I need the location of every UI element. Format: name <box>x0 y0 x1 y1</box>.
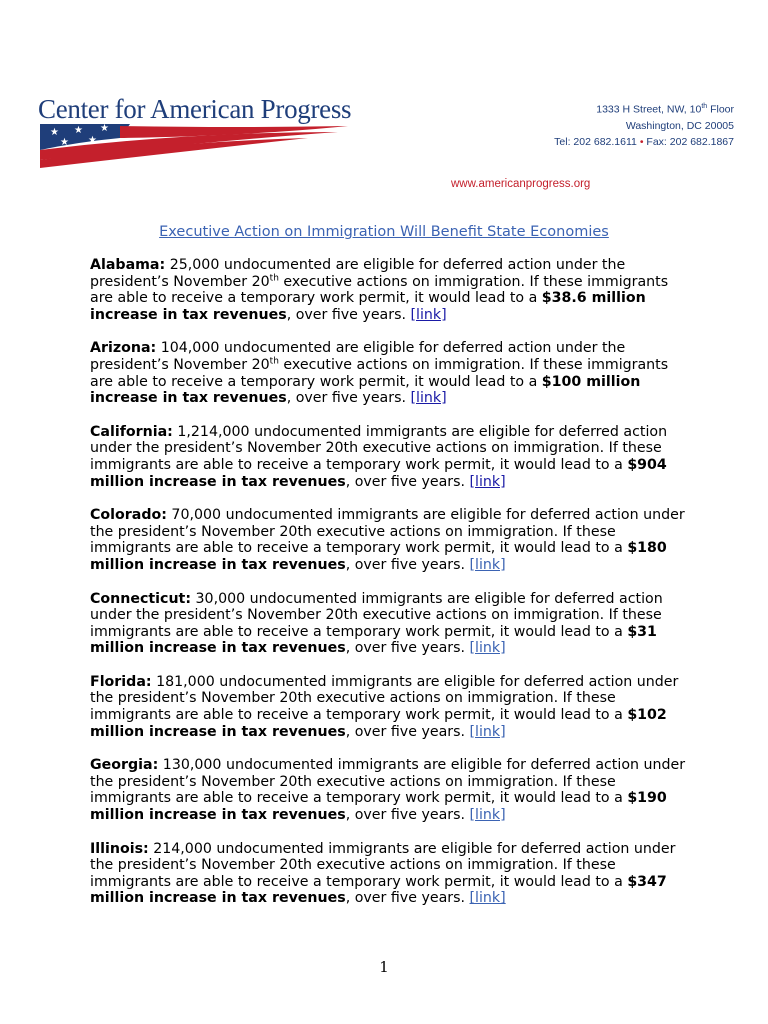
address-line-1: 1333 H Street, NW, 10th Floor <box>596 103 734 116</box>
tel: Tel: 202 682.1611 <box>554 135 637 148</box>
svg-text:★: ★ <box>50 127 59 138</box>
entry-illinois: Illinois: 214,000 undocumented immigrants are eligible for deferred action under the president’s November 20th executive actions on immigration. If these immigrants are able to receive a temporary work permit, it would lead to a $347 million increase in tax revenues, over five years. [link] <box>90 840 676 907</box>
contact-line <box>554 134 734 150</box>
state-name: Georgia: <box>90 757 159 774</box>
document-title: Executive Action on Immigration Will Benefit State Economies <box>159 224 609 240</box>
source-link[interactable]: [link] <box>469 473 506 490</box>
state-entries <box>90 257 690 924</box>
flag-swoosh-icon <box>38 120 358 170</box>
svg-text:★: ★ <box>74 125 83 136</box>
source-link[interactable]: [link] <box>469 556 506 573</box>
entry-arizona: Arizona: 104,000 undocumented are eligible for deferred action under the president’s November 20th executive actions on immigration. If these immigrants are able to receive a temporary work permit, it would lead to a $100 million increase in tax revenues, over five years. [link] <box>90 340 669 407</box>
source-link[interactable]: [link] <box>469 807 506 824</box>
state-name: Connecticut: <box>90 590 192 607</box>
source-link[interactable]: [link] <box>410 390 447 407</box>
state-name: Colorado: <box>90 507 167 524</box>
bullet: • <box>639 135 644 148</box>
logo-wordmark: Center for American Progress <box>38 94 352 124</box>
svg-text:★: ★ <box>88 135 97 146</box>
cap-logo <box>38 94 358 174</box>
entry-colorado: Colorado: 70,000 undocumented immigrants are eligible for deferred action under the president’s November 20th executive actions on immigration. If these immigrants are able to receive a temporary work permit, it would lead to a $180 million increase in tax revenues, over five years. [link] <box>90 507 685 573</box>
header-address <box>554 99 734 150</box>
source-link[interactable]: [link] <box>410 306 447 323</box>
page-number: 1 <box>379 958 389 976</box>
state-name: Arizona: <box>90 340 157 357</box>
state-name: Illinois: <box>90 840 149 857</box>
svg-text:★: ★ <box>60 137 69 148</box>
fax: Fax: 202 682.1867 <box>646 135 734 148</box>
address-line-2: Washington, DC 20005 <box>625 119 734 132</box>
svg-text:★: ★ <box>100 123 109 134</box>
entry-connecticut: Connecticut: 30,000 undocumented immigrants are eligible for deferred action under the president’s November 20th executive actions on immigration. If these immigrants are able to receive a temporary work permit, it would lead to a $31 million increase in tax revenues, over five years. [link] <box>90 590 663 657</box>
state-name: Alabama: <box>90 257 166 273</box>
state-name: California: <box>90 423 173 440</box>
source-link[interactable]: [link] <box>469 890 506 907</box>
state-name: Florida: <box>90 673 152 690</box>
website-url[interactable]: www.americanprogress.org <box>451 178 591 190</box>
entry-alabama: Alabama: 25,000 undocumented are eligible for deferred action under the president’s November 20th executive actions on immigration. If these immigrants are able to receive a temporary work permit, it would lead to a $38.6 million increase in tax revenues, over five years. [link] <box>90 257 669 323</box>
source-link[interactable]: [link] <box>469 640 506 657</box>
source-link[interactable]: [link] <box>469 723 506 740</box>
entry-california: California: 1,214,000 undocumented immigrants are eligible for deferred action under the president’s November 20th executive actions on immigration. If these immigrants are able to receive a temporary work permit, it would lead to a $904 million increase in tax revenues, over five years. [link] <box>90 423 668 490</box>
entry-florida: Florida: 181,000 undocumented immigrants are eligible for deferred action under the president’s November 20th executive actions on immigration. If these immigrants are able to receive a temporary work permit, it would lead to a $102 million increase in tax revenues, over five years. [link] <box>90 673 679 740</box>
entry-georgia: Georgia: 130,000 undocumented immigrants are eligible for deferred action under the president’s November 20th executive actions on immigration. If these immigrants are able to receive a temporary work permit, it would lead to a $190 million increase in tax revenues, over five years. [link] <box>90 757 686 824</box>
